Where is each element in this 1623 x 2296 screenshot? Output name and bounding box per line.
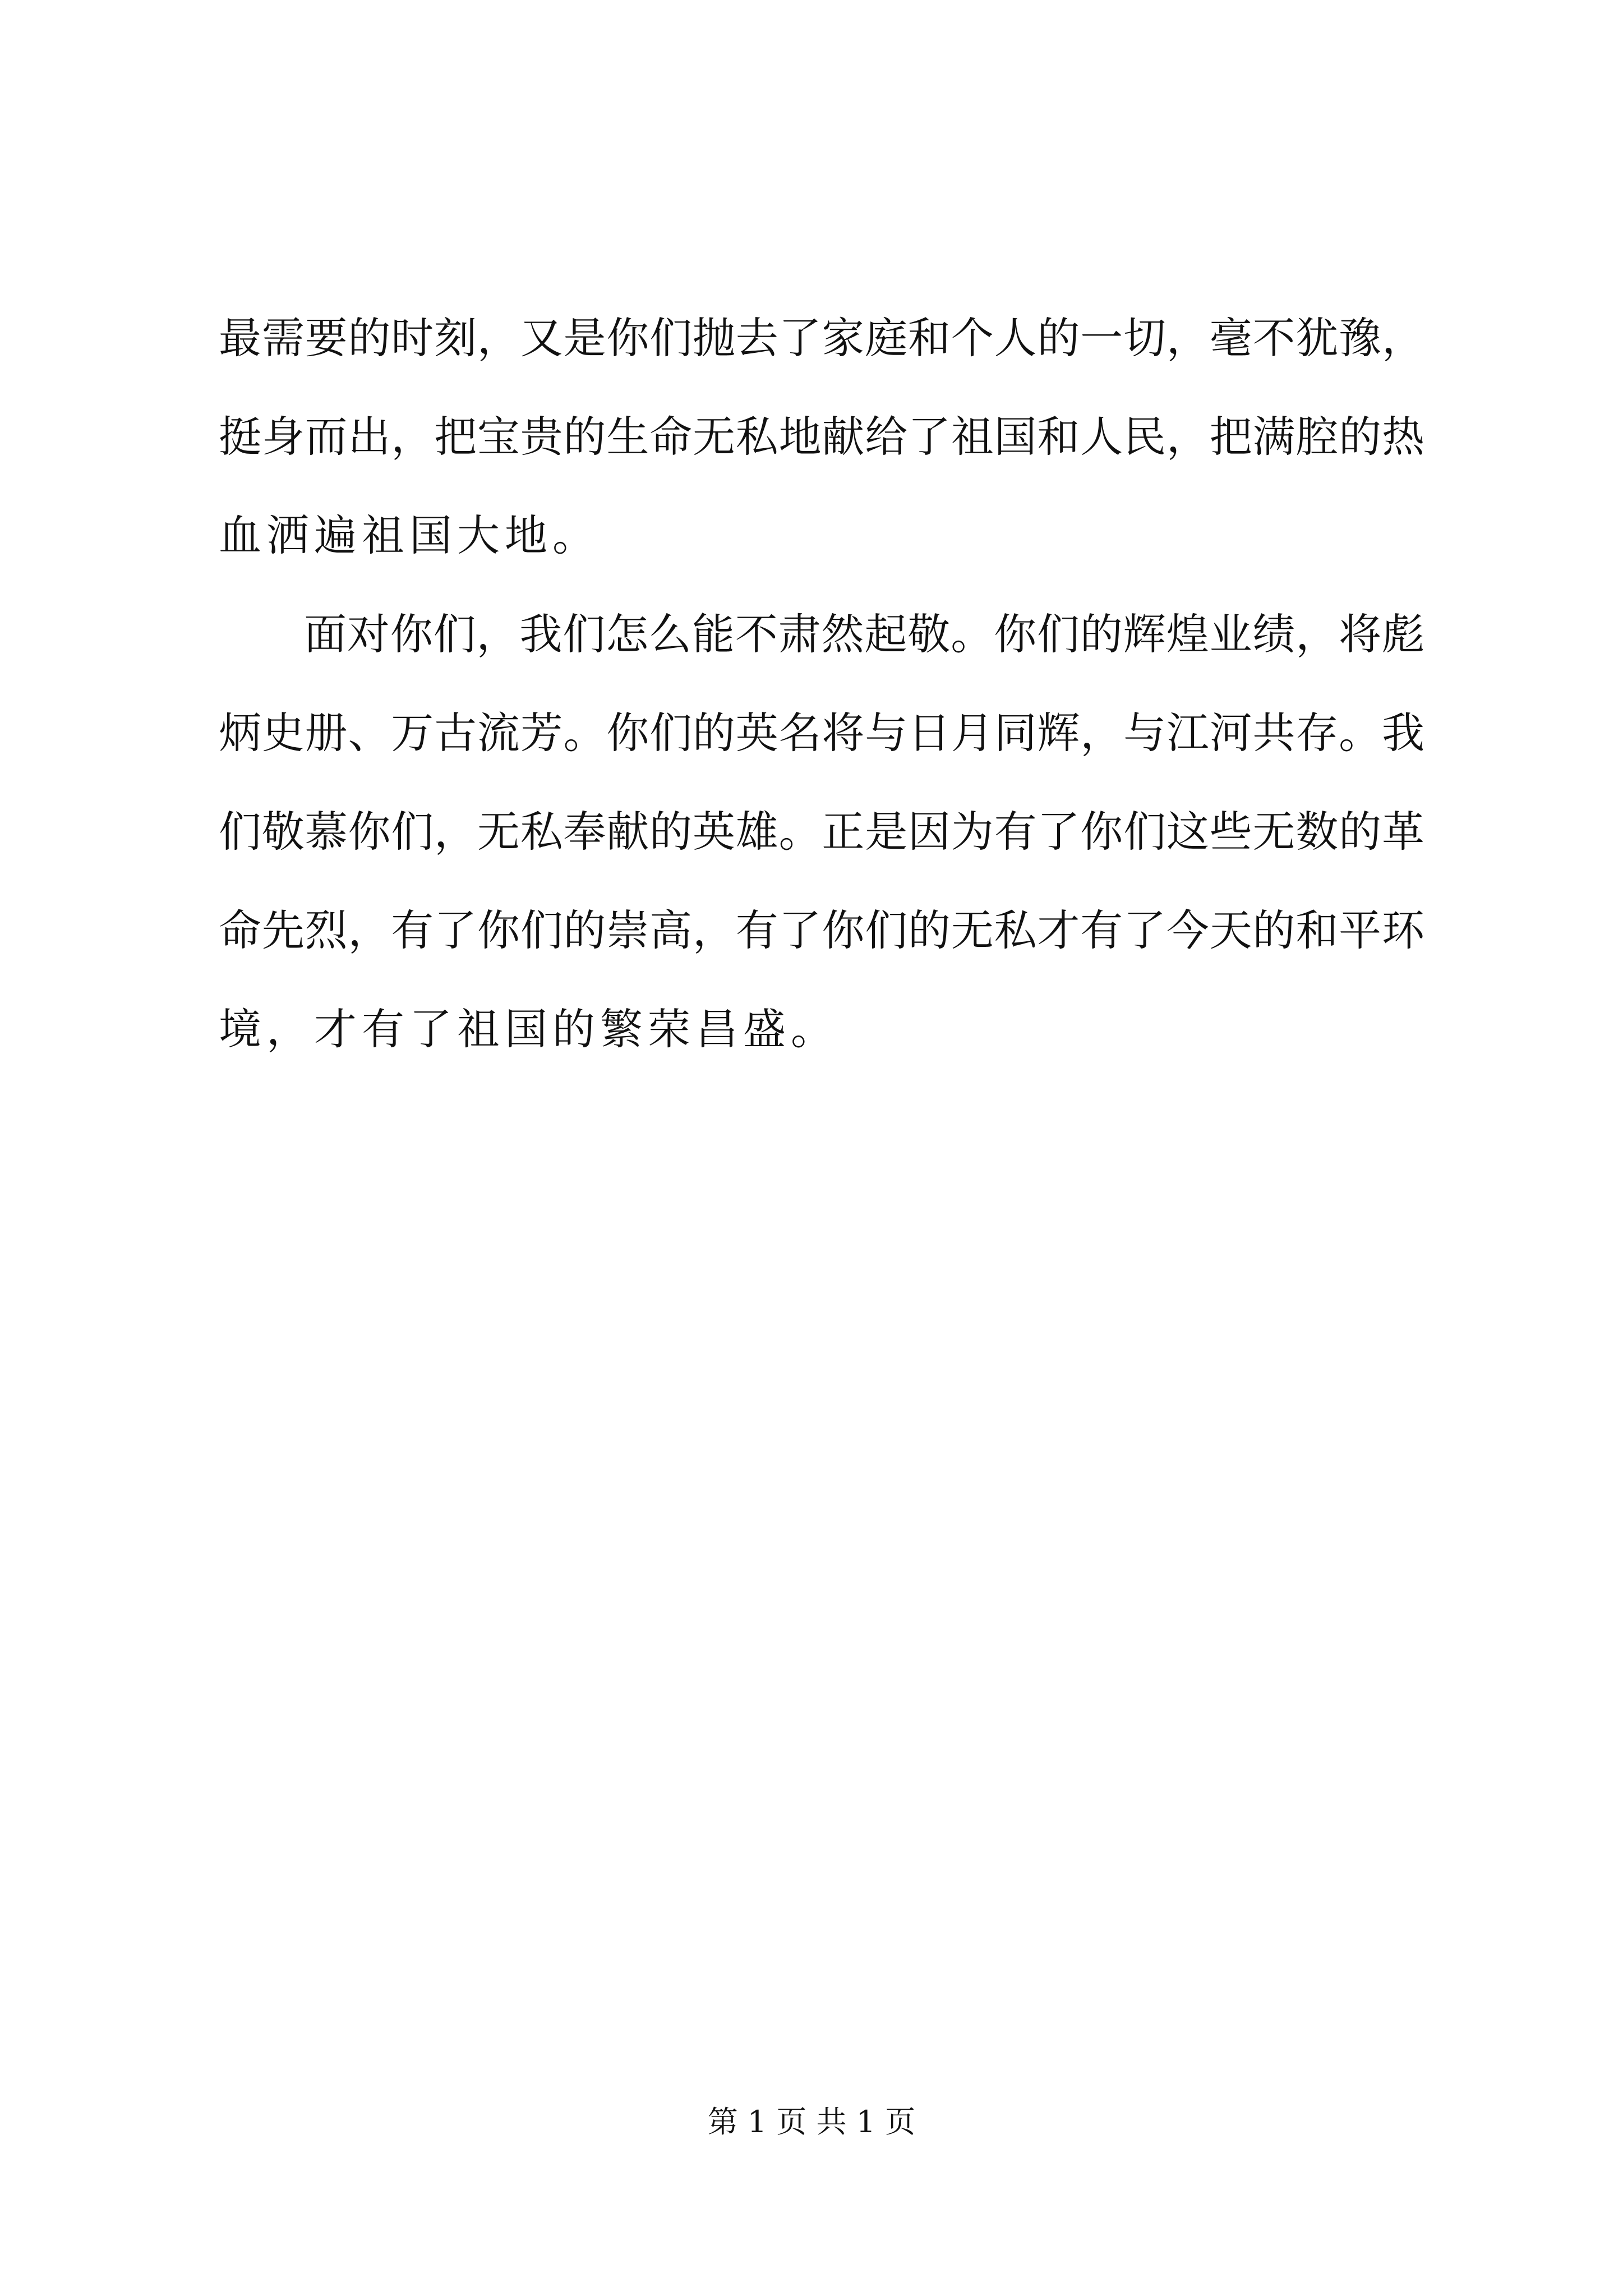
text-line: 血洒遍祖国大地。 (219, 510, 600, 560)
text-line: 炳史册、万古流芳。你们的英名将与日月同辉，与江河共存。我 (219, 708, 1424, 758)
document-body (219, 289, 1424, 1079)
text-line: 挺身而出，把宝贵的生命无私地献给了祖国和人民，把满腔的热 (219, 412, 1424, 462)
text-line: 面对你们，我们怎么能不肃然起敬。你们的辉煌业绩，将彪 (304, 609, 1424, 659)
text-line: 境，才有了祖国的繁荣昌盛。 (219, 1004, 838, 1054)
text-line: 最需要的时刻，又是你们抛去了家庭和个人的一切，毫不犹豫， (219, 313, 1424, 363)
text-line: 们敬慕你们，无私奉献的英雄。正是因为有了你们这些无数的革 (219, 807, 1424, 857)
page-number-footer: 第 1 页 共 1 页 (707, 2104, 916, 2139)
text-line: 命先烈，有了你们的崇高，有了你们的无私才有了今天的和平环 (219, 905, 1424, 955)
